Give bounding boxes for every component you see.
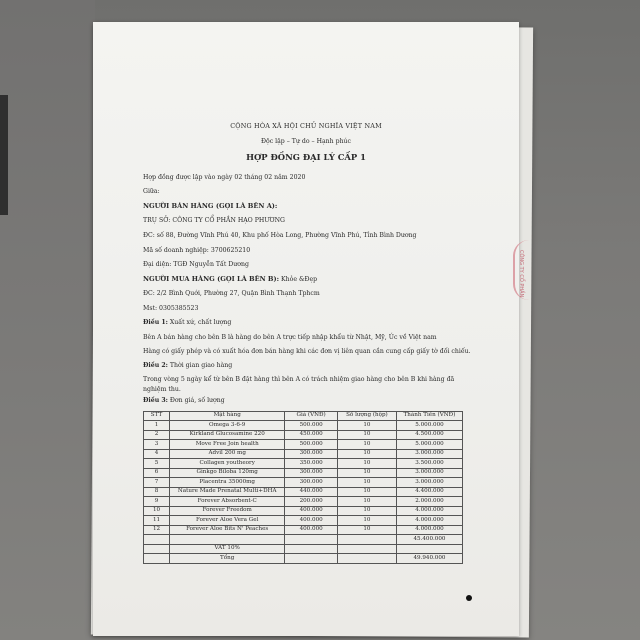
row-item: Move Free Join health <box>170 440 285 449</box>
vat-blank <box>396 544 462 553</box>
table-header-row <box>144 412 463 421</box>
row-quantity: 10 <box>337 430 396 439</box>
article-1-title: Xuất xứ, chất lượng <box>167 319 232 326</box>
row-stt: 12 <box>144 525 170 534</box>
subtotal-blank <box>170 535 285 544</box>
row-item: Omega 3-6-9 <box>170 421 285 430</box>
row-stt: 2 <box>144 430 170 439</box>
row-amount: 3.000.000 <box>396 449 462 458</box>
seller-tax-code: Mã số doanh nghiệp: 3700625210 <box>143 247 251 254</box>
vat-blank <box>337 544 396 553</box>
subtotal-blank <box>337 535 396 544</box>
row-item: Advil 200 mg <box>170 449 285 458</box>
row-price: 400.000 <box>285 516 337 525</box>
dark-edge <box>0 95 8 215</box>
total-blank <box>285 554 337 563</box>
article-2-label: Điều 2: <box>143 362 168 369</box>
row-item: Kirkland Glucosamine 220 <box>170 430 285 439</box>
article-1-label: Điều 1: <box>143 319 168 326</box>
row-price: 440.000 <box>285 487 337 496</box>
table-row <box>144 449 463 458</box>
row-price: 500.000 <box>285 440 337 449</box>
row-price: 300.000 <box>285 449 337 458</box>
table-row <box>144 468 463 477</box>
article-2-heading <box>143 362 232 369</box>
seller-representative: Đại diện: TGĐ Nguyễn Tất Dương <box>143 261 249 268</box>
row-stt: 10 <box>144 506 170 515</box>
row-item: Placentra 35000mg <box>170 478 285 487</box>
subtotal-value: 45.400.000 <box>396 535 462 544</box>
header-price: Giá (VNĐ) <box>285 412 337 421</box>
table-row <box>144 487 463 496</box>
ink-dot <box>466 595 472 601</box>
background-wall <box>0 0 95 640</box>
row-amount: 4.500.000 <box>396 430 462 439</box>
row-amount: 3.000.000 <box>396 478 462 487</box>
parties-intro: Giữa: <box>143 188 160 195</box>
table-row <box>144 516 463 525</box>
table-row <box>144 478 463 487</box>
article-1-heading <box>143 319 231 326</box>
contract-page <box>93 22 519 636</box>
buyer-heading: NGƯỜI MUA HÀNG (GỌI LÀ BÊN B): <box>143 275 280 283</box>
row-stt: 6 <box>144 468 170 477</box>
header-quantity: Số lượng (hộp) <box>337 412 396 421</box>
article-2-title: Thời gian giao hàng <box>167 362 233 369</box>
motto: Độc lập – Tự do – Hạnh phúc <box>260 138 352 145</box>
row-stt: 11 <box>144 516 170 525</box>
row-price: 400.000 <box>285 506 337 515</box>
article-3-title: Đơn giá, số lượng <box>167 397 225 404</box>
goods-table <box>143 411 463 564</box>
country-header: CỘNG HÒA XÃ HỘI CHỦ NGHĨA VIỆT NAM <box>230 122 382 130</box>
row-quantity: 10 <box>337 449 396 458</box>
buyer-line <box>143 275 317 283</box>
article-1-paragraph-1: Bên A bán hàng cho bên B là hàng do bên A trực tiếp nhập khẩu từ Nhật, Mỹ, Úc về Việt nam <box>143 334 437 341</box>
vat-blank <box>144 544 170 553</box>
buyer-name: Khỏe &Đẹp <box>279 276 318 283</box>
row-item: Nature Made Prenatal Multi+DHA <box>170 487 285 496</box>
row-price: 300.000 <box>285 468 337 477</box>
row-amount: 3.500.000 <box>396 459 462 468</box>
row-quantity: 10 <box>337 516 396 525</box>
buyer-address: ĐC: 2/2 Bình Quới, Phường 27, Quận Bình Thạnh Tphcm <box>143 290 320 297</box>
row-amount: 3.000.000 <box>396 468 462 477</box>
header-item: Mặt hàng <box>170 412 285 421</box>
row-stt: 3 <box>144 440 170 449</box>
total-blank <box>337 554 396 563</box>
row-quantity: 10 <box>337 487 396 496</box>
row-item: Forever Aloe Vera Gel <box>170 516 285 525</box>
row-stt: 1 <box>144 421 170 430</box>
row-item: Ginkgo Biloba 120mg <box>170 468 285 477</box>
row-price: 400.000 <box>285 525 337 534</box>
article-1-paragraph-2: Hàng có giấy phép và có xuất hóa đơn bán hàng khi các đơn vị liên quan cần cung cấp giấy tờ đối chiếu. <box>143 348 471 355</box>
stamp-text: CÔNG TY CỔ PHẦN <box>518 250 524 298</box>
total-blank <box>144 554 170 563</box>
row-quantity: 10 <box>337 497 396 506</box>
row-amount: 2.000.000 <box>396 497 462 506</box>
total-value: 49.940.000 <box>396 554 462 563</box>
article-3-heading <box>143 397 225 404</box>
article-2-paragraph: Trong vòng 5 ngày kể từ bên B đặt hàng thì bên A có trách nhiệm giao hàng cho bên B khi hàng đã <box>143 376 455 383</box>
seller-company: TRỤ SỞ: CÔNG TY CỔ PHẦN HẠO PHƯƠNG <box>143 217 285 224</box>
row-item: Forever Aloe Bits N' Peaches <box>170 525 285 534</box>
table-row <box>144 430 463 439</box>
article-3-label: Điều 3: <box>143 397 168 404</box>
subtotal-blank <box>144 535 170 544</box>
vat-row <box>144 544 463 553</box>
buyer-tax-code: Mst: 0305385523 <box>143 305 199 312</box>
seller-address: ĐC: số 88, Đường Vĩnh Phú 40, Khu phố Hòa Long, Phường Vĩnh Phú, Tỉnh Bình Dương <box>143 232 417 239</box>
row-amount: 5.000.000 <box>396 440 462 449</box>
header-stt: STT <box>144 412 170 421</box>
table-row <box>144 525 463 534</box>
row-quantity: 10 <box>337 440 396 449</box>
subtotal-blank <box>285 535 337 544</box>
row-amount: 5.000.000 <box>396 421 462 430</box>
row-stt: 5 <box>144 459 170 468</box>
subtotal-row <box>144 535 463 544</box>
vat-blank <box>285 544 337 553</box>
article-2-paragraph-cont: nghiệm thu. <box>143 386 181 393</box>
row-quantity: 10 <box>337 459 396 468</box>
table-row <box>144 459 463 468</box>
total-label: Tổng <box>170 554 285 563</box>
row-price: 300.000 <box>285 478 337 487</box>
row-stt: 9 <box>144 497 170 506</box>
row-amount: 4.000.000 <box>396 516 462 525</box>
date-line: Hợp đồng được lập vào ngày 02 tháng 02 năm 2020 <box>143 174 306 181</box>
row-price: 350.000 <box>285 459 337 468</box>
header-amount: Thành Tiền (VNĐ) <box>396 412 462 421</box>
row-amount: 4.000.000 <box>396 506 462 515</box>
table-row <box>144 421 463 430</box>
row-item: Forever Freedom <box>170 506 285 515</box>
seller-heading: NGƯỜI BÁN HÀNG (GỌI LÀ BÊN A): <box>143 202 278 210</box>
row-price: 450.000 <box>285 430 337 439</box>
row-stt: 8 <box>144 487 170 496</box>
table-row <box>144 440 463 449</box>
row-quantity: 10 <box>337 478 396 487</box>
table-row <box>144 506 463 515</box>
row-quantity: 10 <box>337 506 396 515</box>
row-item: Collagen youtheory <box>170 459 285 468</box>
row-price: 200.000 <box>285 497 337 506</box>
row-price: 500.000 <box>285 421 337 430</box>
row-quantity: 10 <box>337 525 396 534</box>
row-quantity: 10 <box>337 468 396 477</box>
row-stt: 7 <box>144 478 170 487</box>
vat-label: VAT 10% <box>170 544 285 553</box>
row-item: Forever Absorbent-C <box>170 497 285 506</box>
total-row <box>144 554 463 563</box>
row-amount: 4.000.000 <box>396 525 462 534</box>
row-quantity: 10 <box>337 421 396 430</box>
contract-title: HỢP ĐỒNG ĐẠI LÝ CẤP 1 <box>246 152 366 162</box>
row-stt: 4 <box>144 449 170 458</box>
table-row <box>144 497 463 506</box>
row-amount: 4.400.000 <box>396 487 462 496</box>
